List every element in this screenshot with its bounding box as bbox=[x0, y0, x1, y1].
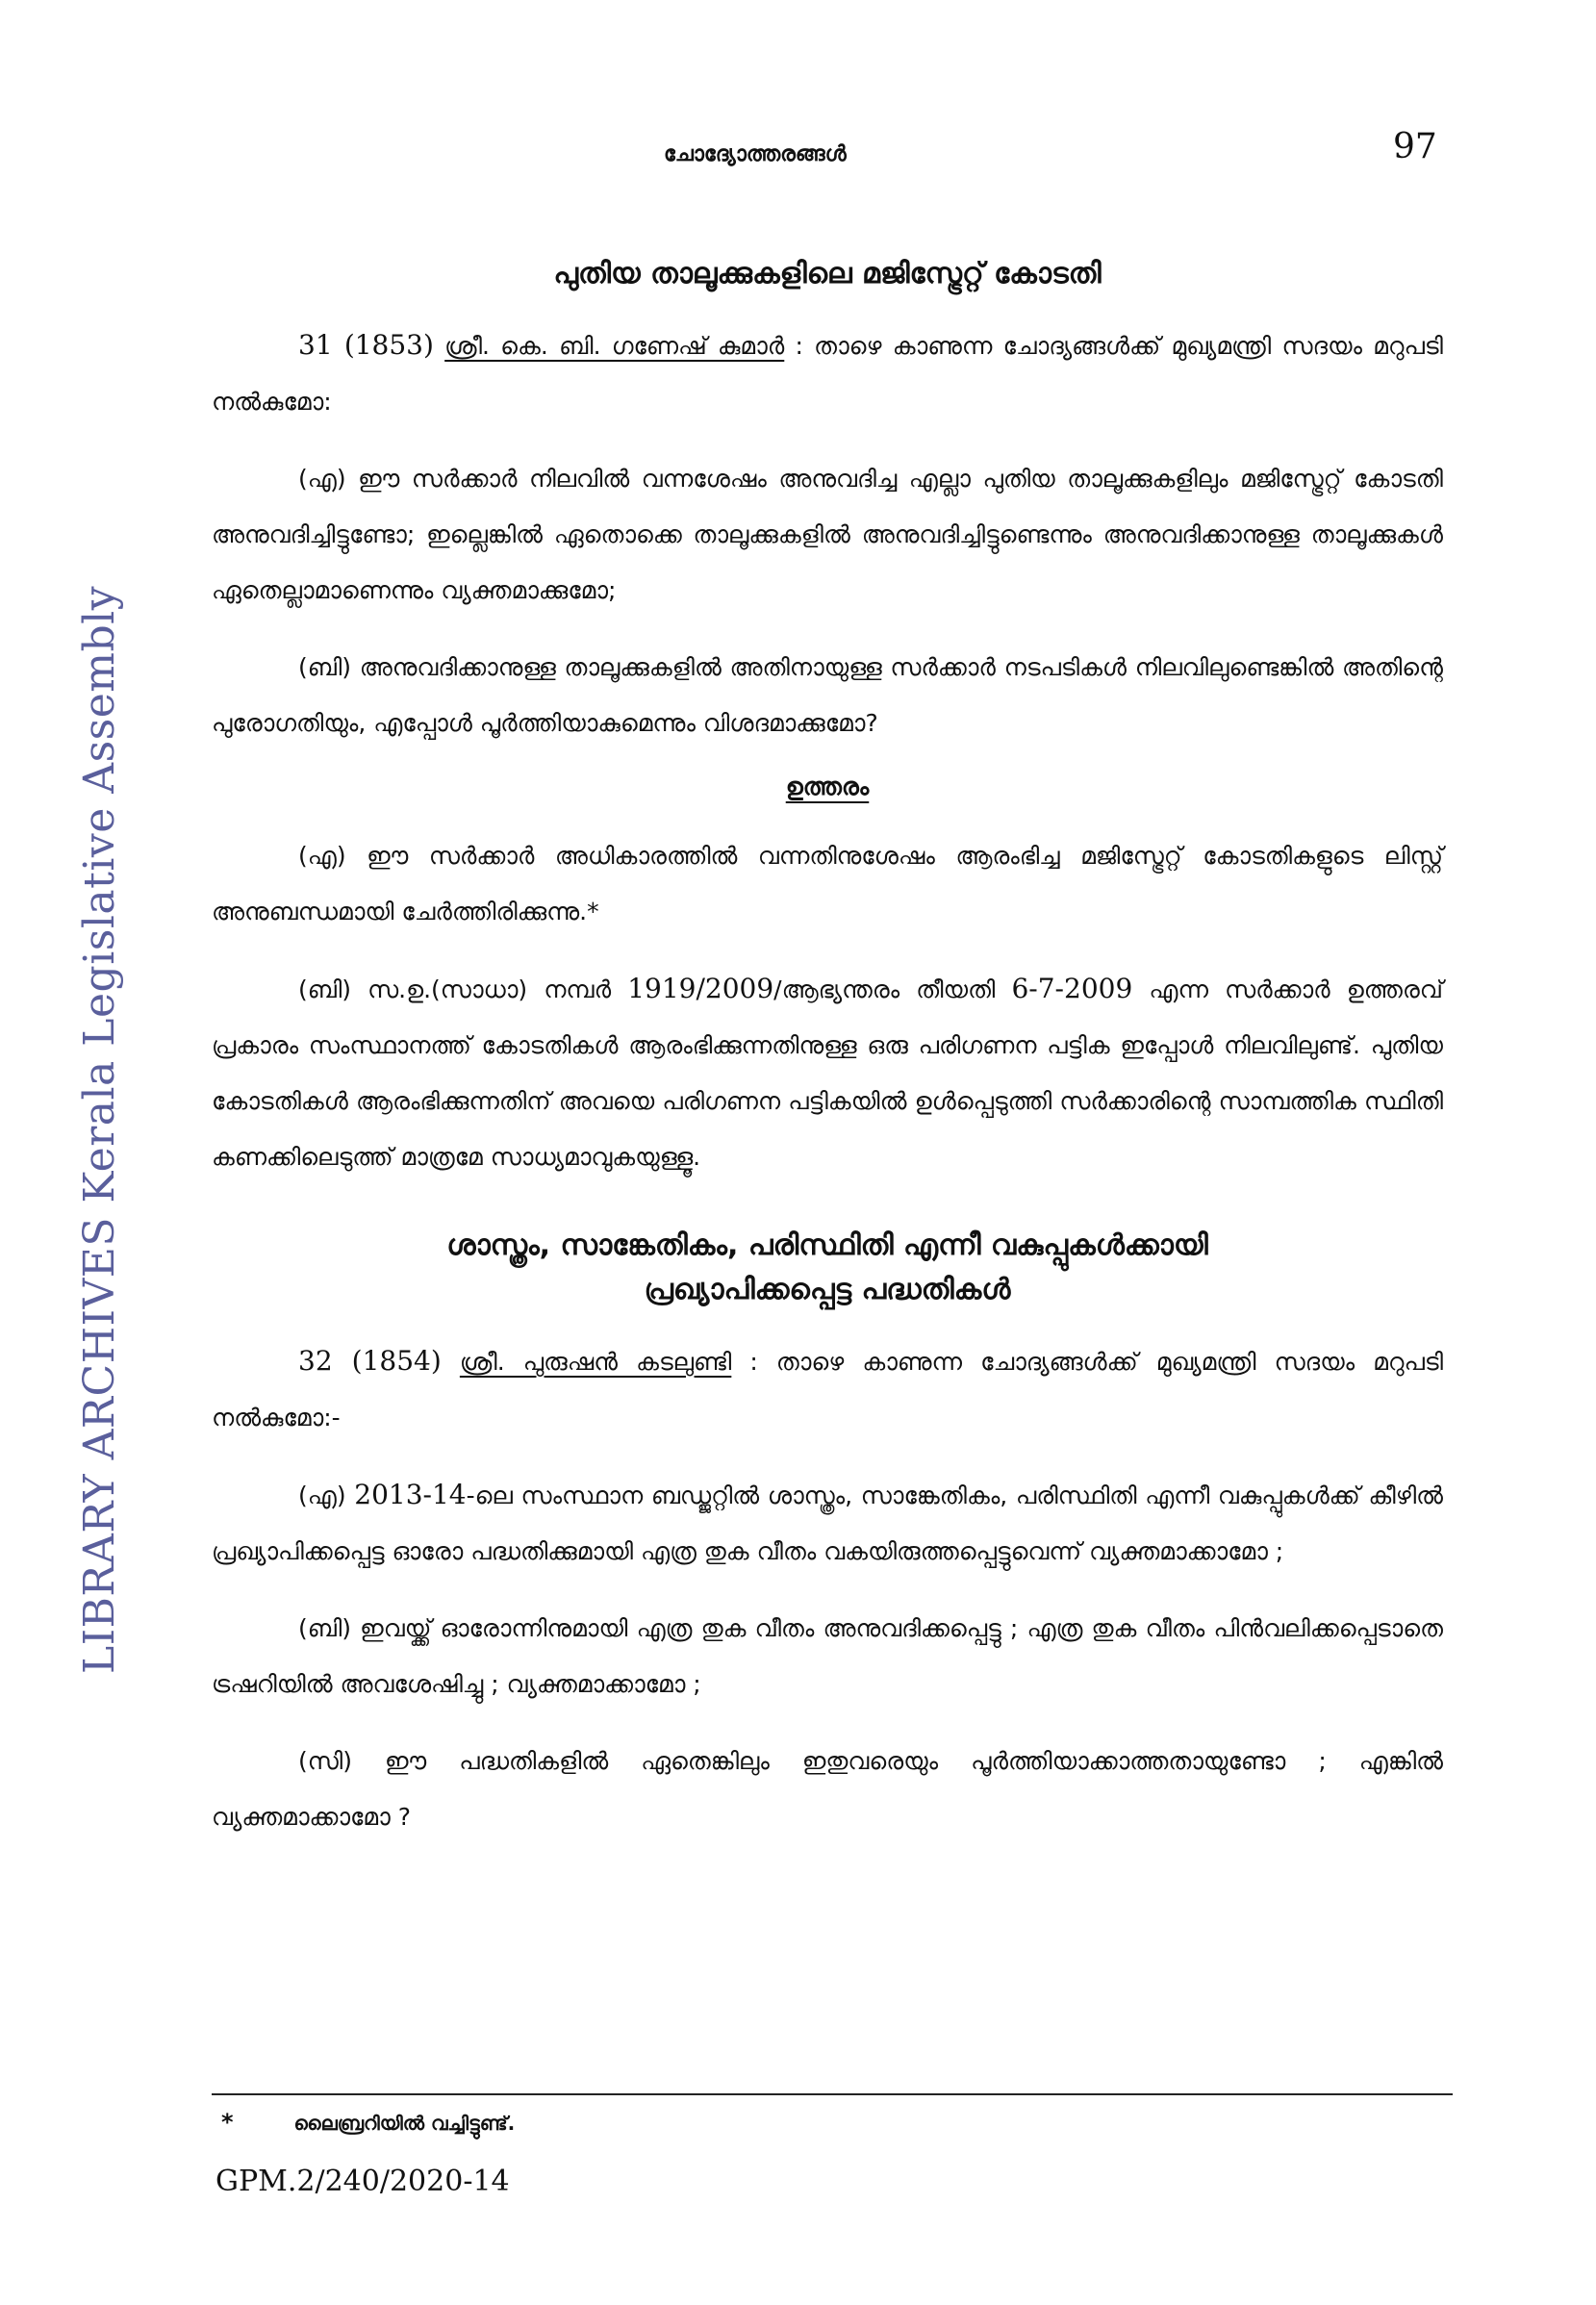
answer-31-b-rest: എന്ന സർക്കാർ ഉത്തരവ് പ്രകാരം സംസ്ഥാനത്ത് കോടതികൾ ആരംഭിക്കുന്നതിനുള്ള ഒരു പരിഗണന പട്ടിക ഇപ്പോൾ നിലവിലുണ്ട്. പുതിയ കോടതികൾ ആരംഭിക്കുന്നതിന് അവയെ പരിഗണന പട്ടികയിൽ ഉൾപ്പെടുത്തി സർക്കാരിന്റെ സാമ്പത്തിക സ്ഥിതി കണക്കിലെടുത്ത് മാത്രമേ സാധ്യമാവുകയുള്ളൂ. bbox=[212, 975, 1443, 1171]
answer-31-b-mid: /ആഭ്യന്തരം തീയതി bbox=[773, 975, 996, 1003]
footnote-text: ലൈബ്രറിയിൽ വച്ചിട്ടുണ്ട്. bbox=[293, 2112, 516, 2135]
page-number: 97 bbox=[1393, 127, 1437, 166]
answer-title: ഉത്തരം bbox=[785, 773, 870, 800]
answer-31-b-prefix: (ബി) സ.ഉ.(സാധാ) നമ്പർ bbox=[298, 975, 612, 1003]
question-31-intro-text: : താഴെ കാണുന്ന ചോദ്യങ്ങൾക്ക് മുഖ്യമന്ത്രി സദയം മറുപടി നൽകുമോ: bbox=[212, 332, 1443, 416]
question-32-a-prefix: (എ) bbox=[298, 1482, 346, 1509]
question-32-part-b: (ബി) ഇവയ്ക്ക് ഓരോന്നിനുമായി എത്ര തുക വീതം അനുവദിക്കപ്പെട്ടു ; എത്ര തുക വീതം പിൻവലിക്കപ്പെടാതെ ട്രഷറിയിൽ അവശേഷിച്ചു ; വ്യക്തമാക്കാമോ ; bbox=[212, 1614, 1443, 1698]
answer-31-part-b bbox=[212, 961, 1443, 1185]
footnote-marker: * bbox=[221, 2109, 234, 2136]
print-code: GPM.2/240/2020-14 bbox=[215, 2165, 510, 2198]
question-32-number: 32 (1854) bbox=[298, 1345, 442, 1377]
question-32-section bbox=[212, 1224, 1443, 1845]
page-content bbox=[212, 252, 1443, 1866]
question-32-heading bbox=[212, 1224, 1443, 1312]
question-32-intro bbox=[212, 1333, 1443, 1446]
question-32-a-year: 2013-14 bbox=[354, 1479, 467, 1510]
question-31-number: 31 (1853) bbox=[298, 329, 434, 361]
running-head: ചോദ്യോത്തരങ്ങൾ bbox=[664, 142, 847, 166]
footnote-rule bbox=[212, 2093, 1453, 2095]
question-31-intro bbox=[212, 317, 1443, 430]
question-31-member: ശ്രീ. കെ. ബി. ഗണേഷ് കുമാർ bbox=[444, 332, 785, 360]
question-31-heading: പുതിയ താലൂക്കുകളിലെ മജിസ്ട്രേറ്റ് കോടതി bbox=[553, 257, 1102, 291]
answer-31-b-date: 6-7-2009 bbox=[1011, 973, 1133, 1004]
answer-31-part-a: (എ) ഈ സർക്കാർ അധികാരത്തിൽ വന്നതിനുശേഷം ആരംഭിച്ച മജിസ്ട്രേറ്റ് കോടതികളുടെ ലിസ്റ്റ് അനുബന്ധമായി ചേർത്തിരിക്കുന്നു.* bbox=[212, 842, 1443, 925]
question-32-a-rest: -ലെ സംസ്ഥാന ബഡ്ജറ്റിൽ ശാസ്ത്രം, സാങ്കേതികം, പരിസ്ഥിതി എന്നീ വകുപ്പുകൾക്ക് കീഴിൽ പ്രഖ്യാപിക്കപ്പെട്ട ഓരോ പദ്ധതിക്കുമായി എത്ര തുക വീതം വകയിരുത്തപ്പെട്ടുവെന്ന് വ്യക്തമാക്കാമോ ; bbox=[212, 1482, 1444, 1565]
question-32-member: ശ്രീ. പുരുഷൻ കടലുണ്ടി bbox=[459, 1348, 732, 1376]
footnote bbox=[221, 2109, 515, 2136]
answer-31-b-order-number: 1919/2009 bbox=[627, 973, 774, 1004]
question-32-heading-line-1: ശാസ്ത്രം, സാങ്കേതികം, പരിസ്ഥിതി എന്നീ വകുപ്പുകൾക്കായി bbox=[446, 1228, 1208, 1262]
question-31-part-b: (ബി) അനുവദിക്കാനുള്ള താലൂക്കുകളിൽ അതിനായുള്ള സർക്കാർ നടപടികൾ നിലവിലുണ്ടെങ്കിൽ അതിന്റെ പുരോഗതിയും, എപ്പോൾ പൂർത്തിയാകുമെന്നും വിശദമാക്കുമോ? bbox=[212, 653, 1443, 737]
question-32-part-c: (സി) ഈ പദ്ധതികളിൽ ഏതെങ്കിലും ഇതുവരെയും പൂർത്തിയാക്കാത്തതായുണ്ടോ ; എങ്കിൽ വ്യക്തമാക്കാമോ ? bbox=[212, 1747, 1443, 1831]
question-32-heading-line-2: പ്രഖ്യാപിക്കപ്പെട്ട പദ്ധതികൾ bbox=[644, 1273, 1011, 1306]
question-32-part-a bbox=[212, 1467, 1443, 1580]
question-32-intro-text: : താഴെ കാണുന്ന ചോദ്യങ്ങൾക്ക് മുഖ്യമന്ത്രി സദയം മറുപടി നൽകുമോ:- bbox=[212, 1348, 1444, 1431]
archive-watermark: LIBRARY ARCHIVES Kerala Legislative Assembly bbox=[75, 585, 124, 1674]
question-31-part-a: (എ) ഈ സർക്കാർ നിലവിൽ വന്നശേഷം അനുവദിച്ച എല്ലാ പുതിയ താലൂക്കുകളിലും മജിസ്ട്രേറ്റ് കോടതി അനുവദിച്ചിട്ടുണ്ടോ; ഇല്ലെങ്കിൽ ഏതൊക്കെ താലൂക്കുകളിൽ അനുവദിച്ചിട്ടുണ്ടെന്നും അനുവദിക്കാനുള്ള താലൂക്കുകൾ ഏതെല്ലാമാണെന്നും വ്യക്തമാക്കുമോ; bbox=[212, 465, 1443, 604]
